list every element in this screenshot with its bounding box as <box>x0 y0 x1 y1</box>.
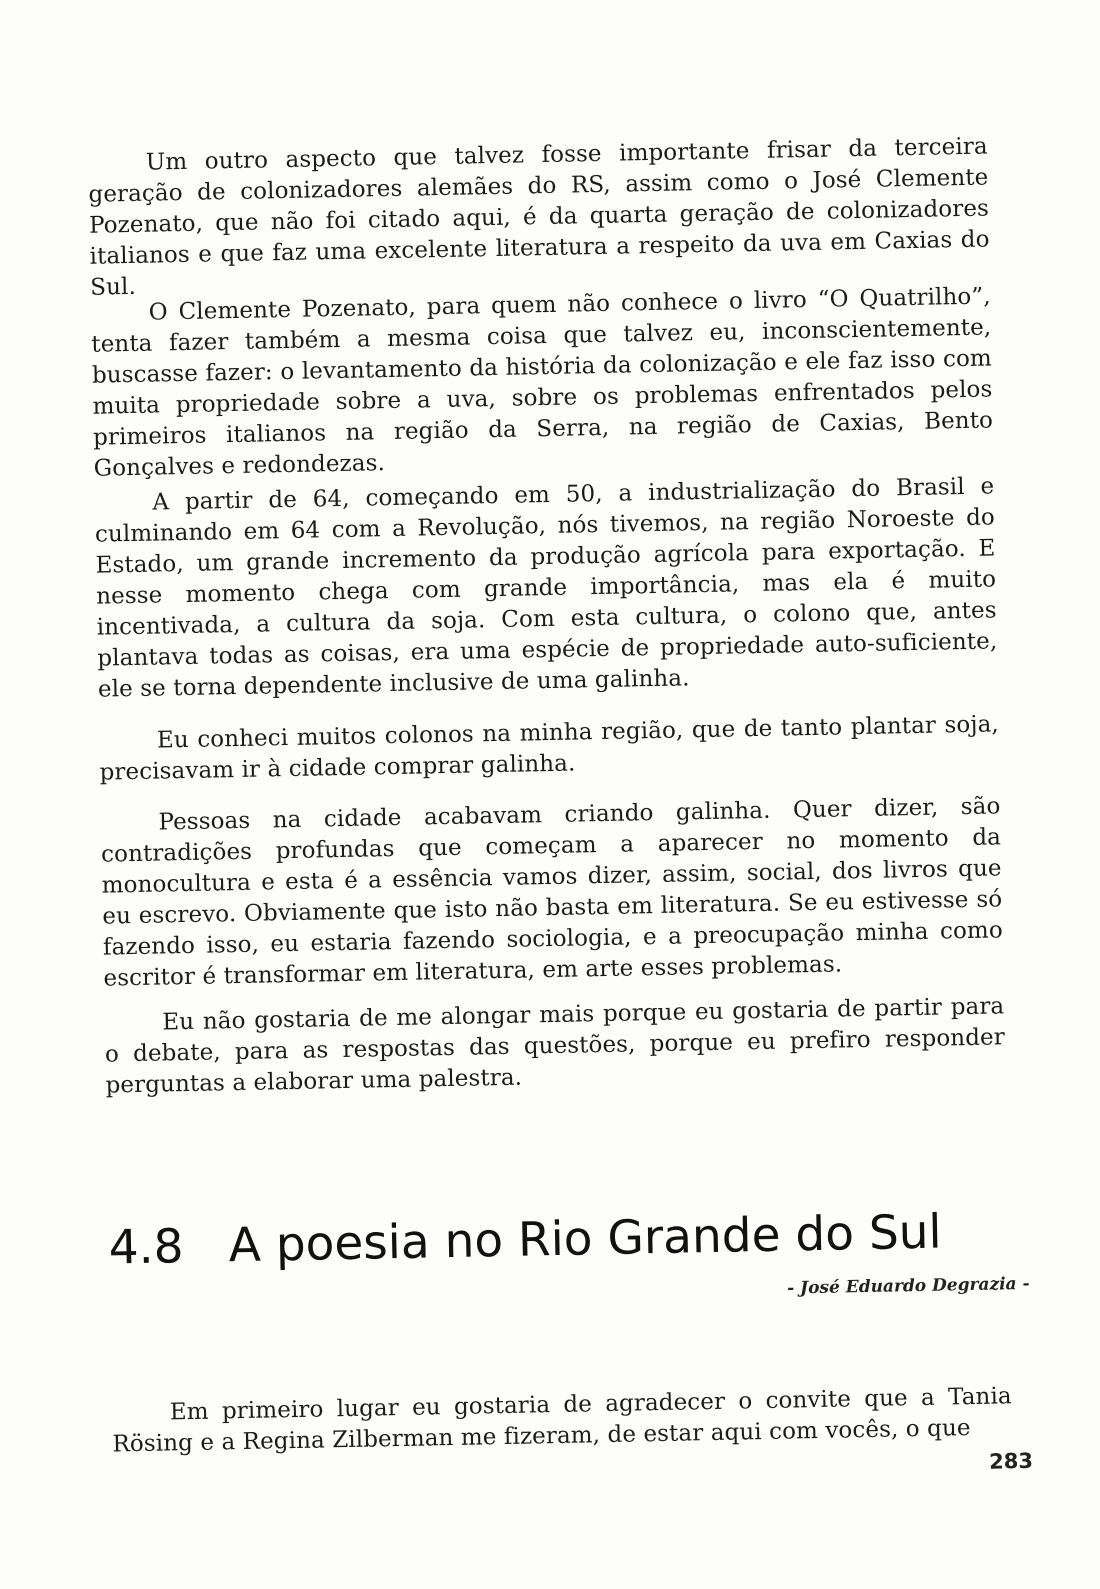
section-author: - José Eduardo Degrazia - <box>786 1273 1030 1299</box>
paragraph-5: Pessoas na cidade acabavam criando galinha. Quer dizer, são contradições profundas que começam a aparecer no momento da monocultura e esta é a essência vamos dizer, assim, social, dos livros que eu escrevo. Obviamente que isto não basta em literatura. Se eu estivesse só fazendo isso, eu estaria fazendo sociologia, e a preocupação minha como escritor é transformar em literatura, em arte esses problemas. <box>100 793 1004 992</box>
paragraph-6: Eu não gostaria de me alongar mais porque eu gostaria de partir para o debate, para as respostas das questões, porque eu prefiro responder perguntas a elaborar uma palestra. <box>104 993 1006 1099</box>
paragraph-2: O Clemente Pozenato, para quem não conhece o livro “O Quatrilho”, tenta fazer também a mesma coisa que talvez eu, inconscientemente, buscasse fazer: o levantamento da história da colonização e ele faz isso com muita propriedade sobre a uva, sobre os problemas enfrentados pelos primeiros italianos na região da Serra, na região de Caxias, Bento Gonçalves e redondezas. <box>91 283 994 482</box>
paragraph-3: A partir de 64, começando em 50, a industrialização do Brasil e culminando em 64 com a Revolução, nós tivemos, na região Noroeste do Estado, um grande incremento da produção agrícola para exportação. E nesse momento chega com grande importância, mas ela é muito incentivada, a cultura da soja. Com esta cultura, o colono que, antes plantava todas as coisas, era uma espécie de propriedade auto-suficiente, ele se torna dependente inclusive de uma galinha. <box>94 473 998 703</box>
paragraph-section-intro: Em primeiro lugar eu gostaria de agradecer o convite que a Tania Rösing e a Regina Zilberman me fizeram, de estar aqui com vocês, o que <box>112 1383 1012 1458</box>
section-title: A poesia no Rio Grande do Sul <box>228 1204 943 1274</box>
paragraph-1: Um outro aspecto que talvez fosse importante frisar da terceira geração de colonizadores alemães do RS, assim como o José Clemente Pozenato, que não foi citado aqui, é da quarta geração de colonizadores italianos e que faz uma excelente literatura a respeito da uva em Caxias do Sul. <box>88 133 990 301</box>
section-heading <box>108 1203 1009 1276</box>
page-number: 283 <box>988 1448 1034 1474</box>
paragraph-4: Eu conheci muitos colonos na minha região, que de tanto plantar soja, precisavam ir à cidade comprar galinha. <box>99 711 1000 786</box>
section-number: 4.8 <box>108 1219 184 1276</box>
